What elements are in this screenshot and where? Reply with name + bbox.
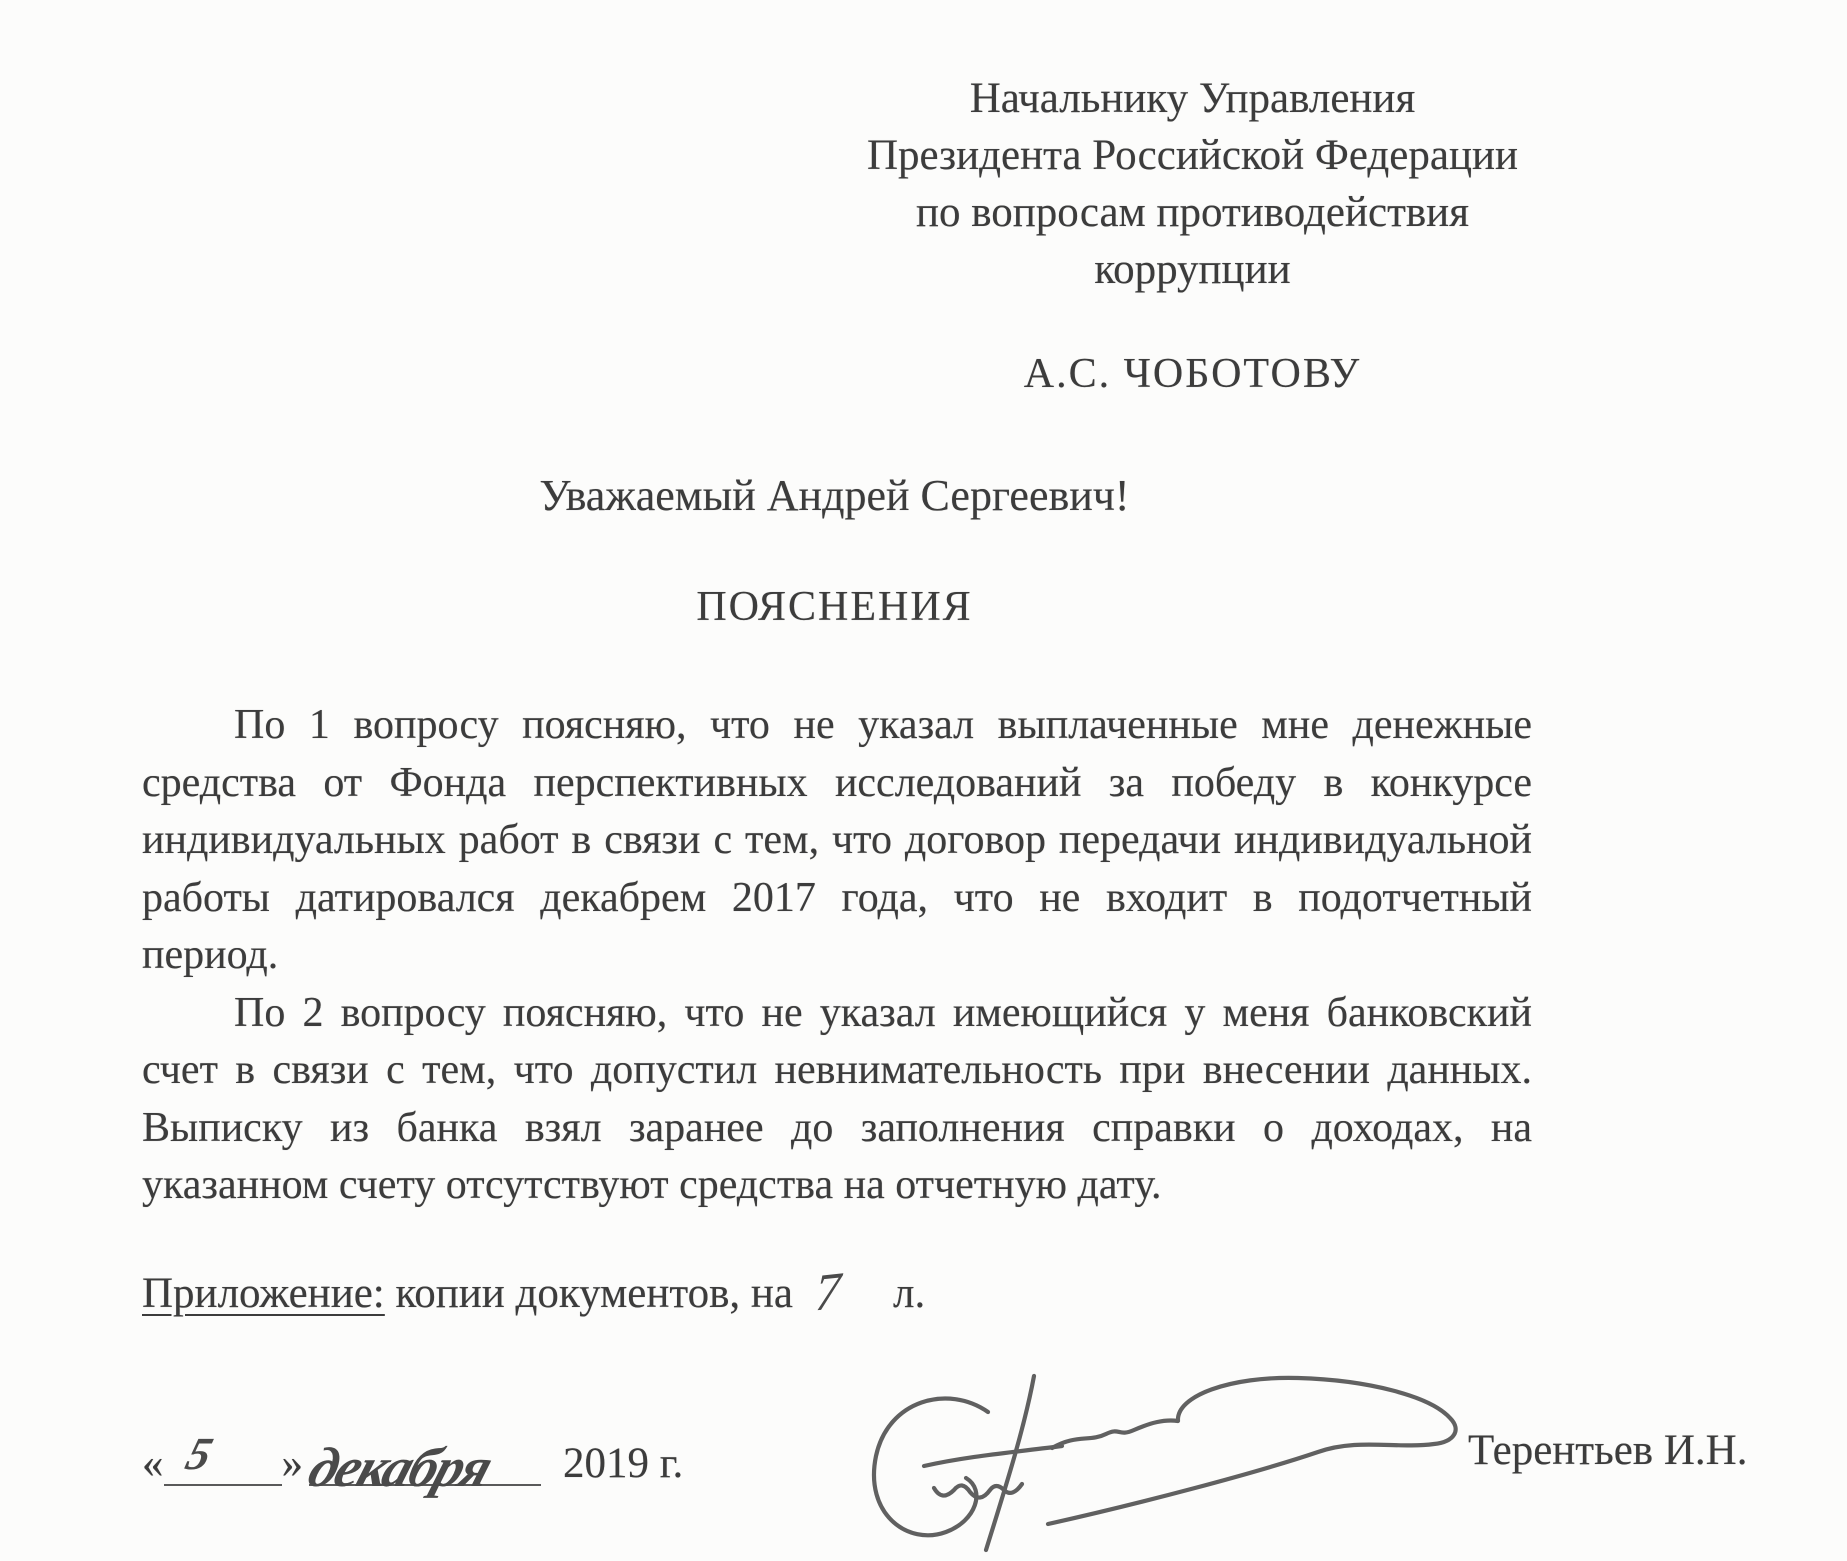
day-blank xyxy=(164,1428,282,1486)
text-line: Выписку из банка взял заранее до заполнения справки о доходах, на xyxy=(142,1104,1532,1151)
recipient-line: по вопросам противодействия xyxy=(916,189,1469,236)
recipient-line: коррупции xyxy=(1094,246,1291,293)
date-year: 2019 г. xyxy=(563,1440,684,1487)
signature-ink-icon xyxy=(838,1372,1486,1561)
body-text xyxy=(142,697,1532,1215)
text-line: счет в связи с тем, что допустил невнимательность при внесении данных. xyxy=(142,1047,1532,1093)
recipient-line: Президента Российской Федерации xyxy=(866,132,1519,179)
recipient-block xyxy=(845,70,1540,298)
handwritten-day: 5 xyxy=(180,1428,218,1479)
attachment-suffix: л. xyxy=(893,1270,926,1317)
month-blank xyxy=(300,1437,541,1499)
close-quote: » xyxy=(281,1440,303,1487)
date-line xyxy=(142,1428,684,1499)
text-line: индивидуальных работ в связи с тем, что договор передачи индивидуальной xyxy=(142,817,1532,863)
sheet-count-handwritten: 7 xyxy=(814,1262,842,1323)
document-title: ПОЯСНЕНИЯ xyxy=(696,584,973,630)
paragraph-2 xyxy=(142,985,1532,1215)
text-line: указанном счету отсутствуют средства на отчетную дату. xyxy=(142,1162,1162,1208)
attachment-label: Приложение: xyxy=(142,1270,385,1317)
text-line: По 2 вопросу поясняю, что не указал имеющийся у меня банковский xyxy=(234,989,1532,1036)
paragraph-1 xyxy=(142,697,1532,985)
recipient-line: Начальнику Управления xyxy=(969,75,1416,122)
text-line: работы датировался декабрем 2017 года, что не входит в подотчетный xyxy=(142,874,1532,921)
attachment-text: копии документов, на xyxy=(384,1270,794,1317)
text-line: средства от Фонда перспективных исследований за победу в конкурсе xyxy=(142,759,1532,806)
signer-name: Терентьев И.Н. xyxy=(1468,1427,1748,1474)
addressee-name: А.С. ЧОБОТОВУ xyxy=(1023,351,1362,397)
text-line: По 1 вопросу поясняю, что не указал выплаченные мне денежные xyxy=(234,702,1532,748)
signature xyxy=(838,1372,1486,1561)
open-quote: « xyxy=(142,1440,164,1487)
text-line: период. xyxy=(142,932,279,978)
attachment-line xyxy=(142,1263,925,1322)
handwritten-month: декабря xyxy=(300,1437,499,1499)
salutation: Уважаемый Андрей Сергеевич! xyxy=(539,471,1130,520)
